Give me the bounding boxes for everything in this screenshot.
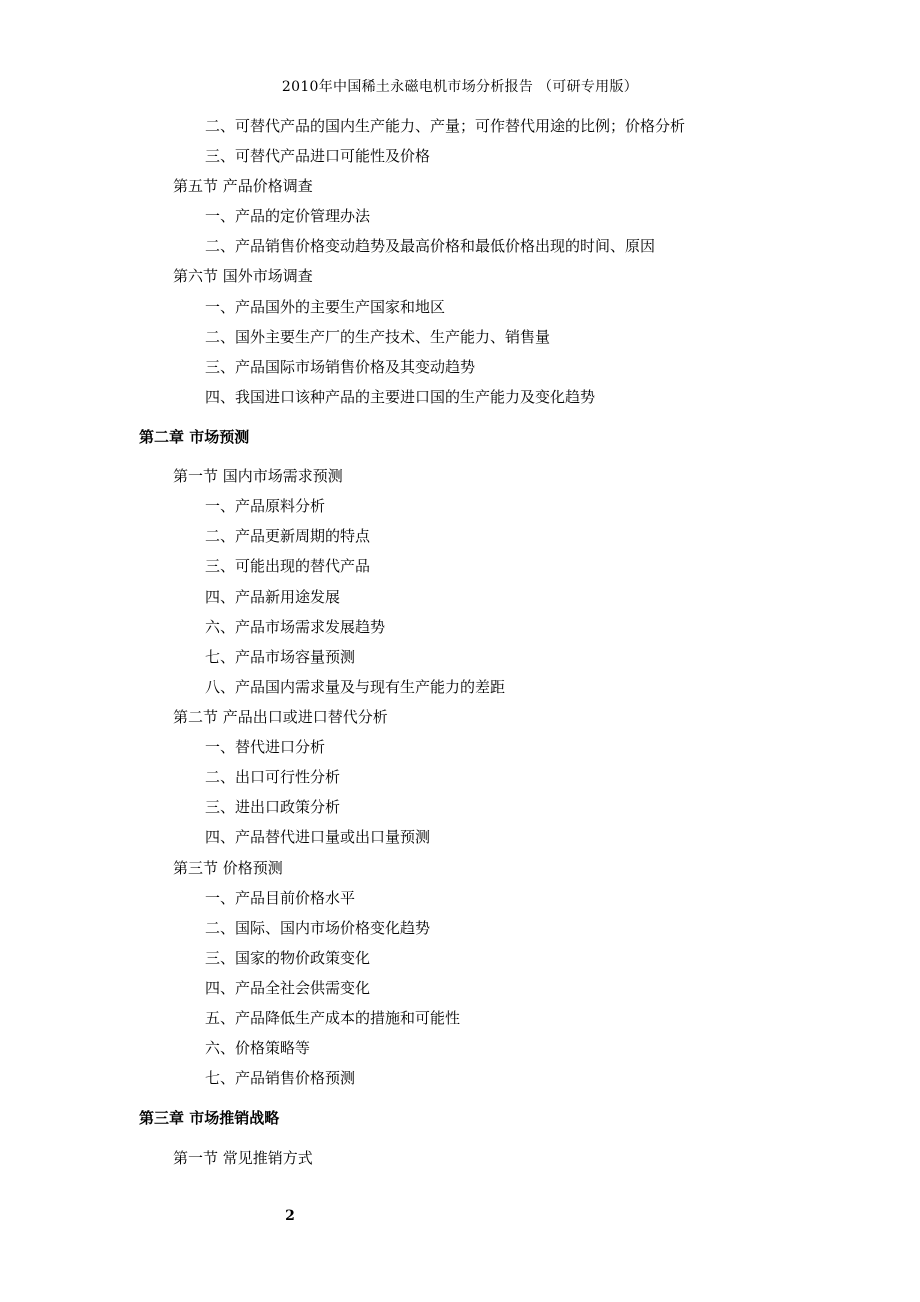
list-item: 一、产品原料分析 <box>205 497 326 515</box>
list-item: 四、产品全社会供需变化 <box>205 979 371 997</box>
chapter-heading: 第二章 市场预测 <box>139 428 250 446</box>
list-item: 二、产品更新周期的特点 <box>205 527 371 545</box>
list-item: 二、国际、国内市场价格变化趋势 <box>205 919 431 937</box>
page-number <box>0 1208 920 1224</box>
list-item: 三、产品国际市场销售价格及其变动趋势 <box>205 358 476 376</box>
page-number-text: 2 <box>285 1208 295 1224</box>
list-item: 三、国家的物价政策变化 <box>205 949 371 967</box>
list-item: 四、产品替代进口量或出口量预测 <box>205 828 431 846</box>
list-item: 二、可替代产品的国内生产能力、产量；可作替代用途的比例；价格分析 <box>205 117 686 135</box>
list-item: 八、产品国内需求量及与现有生产能力的差距 <box>205 678 506 696</box>
list-item: 四、我国进口该种产品的主要进口国的生产能力及变化趋势 <box>205 388 596 406</box>
list-item: 三、可能出现的替代产品 <box>205 557 371 575</box>
list-item: 六、价格策略等 <box>205 1039 311 1057</box>
list-item: 五、产品降低生产成本的措施和可能性 <box>205 1009 461 1027</box>
list-item: 二、出口可行性分析 <box>205 768 341 786</box>
list-item: 七、产品市场容量预测 <box>205 648 356 666</box>
list-item: 二、国外主要生产厂的生产技术、生产能力、销售量 <box>205 328 551 346</box>
list-item: 一、产品的定价管理办法 <box>205 207 371 225</box>
list-item: 七、产品销售价格预测 <box>205 1069 356 1087</box>
chapter-heading: 第三章 市场推销战略 <box>139 1109 280 1127</box>
section-heading: 第二节 产品出口或进口替代分析 <box>173 708 388 726</box>
list-item: 一、产品国外的主要生产国家和地区 <box>205 298 446 316</box>
section-heading: 第一节 常见推销方式 <box>173 1149 313 1167</box>
section-heading: 第六节 国外市场调查 <box>173 267 313 285</box>
list-item: 三、可替代产品进口可能性及价格 <box>205 147 431 165</box>
list-item: 六、产品市场需求发展趋势 <box>205 618 386 636</box>
list-item: 三、进出口政策分析 <box>205 798 341 816</box>
section-heading: 第一节 国内市场需求预测 <box>173 467 343 485</box>
list-item: 一、产品目前价格水平 <box>205 889 356 907</box>
section-heading: 第三节 价格预测 <box>173 859 283 877</box>
list-item: 二、产品销售价格变动趋势及最高价格和最低价格出现的时间、原因 <box>205 237 656 255</box>
list-item: 四、产品新用途发展 <box>205 588 341 606</box>
section-heading: 第五节 产品价格调查 <box>173 177 313 195</box>
page-header: 2010年中国稀土永磁电机市场分析报告 （可研专用版） <box>281 79 639 95</box>
list-item: 一、替代进口分析 <box>205 738 326 756</box>
